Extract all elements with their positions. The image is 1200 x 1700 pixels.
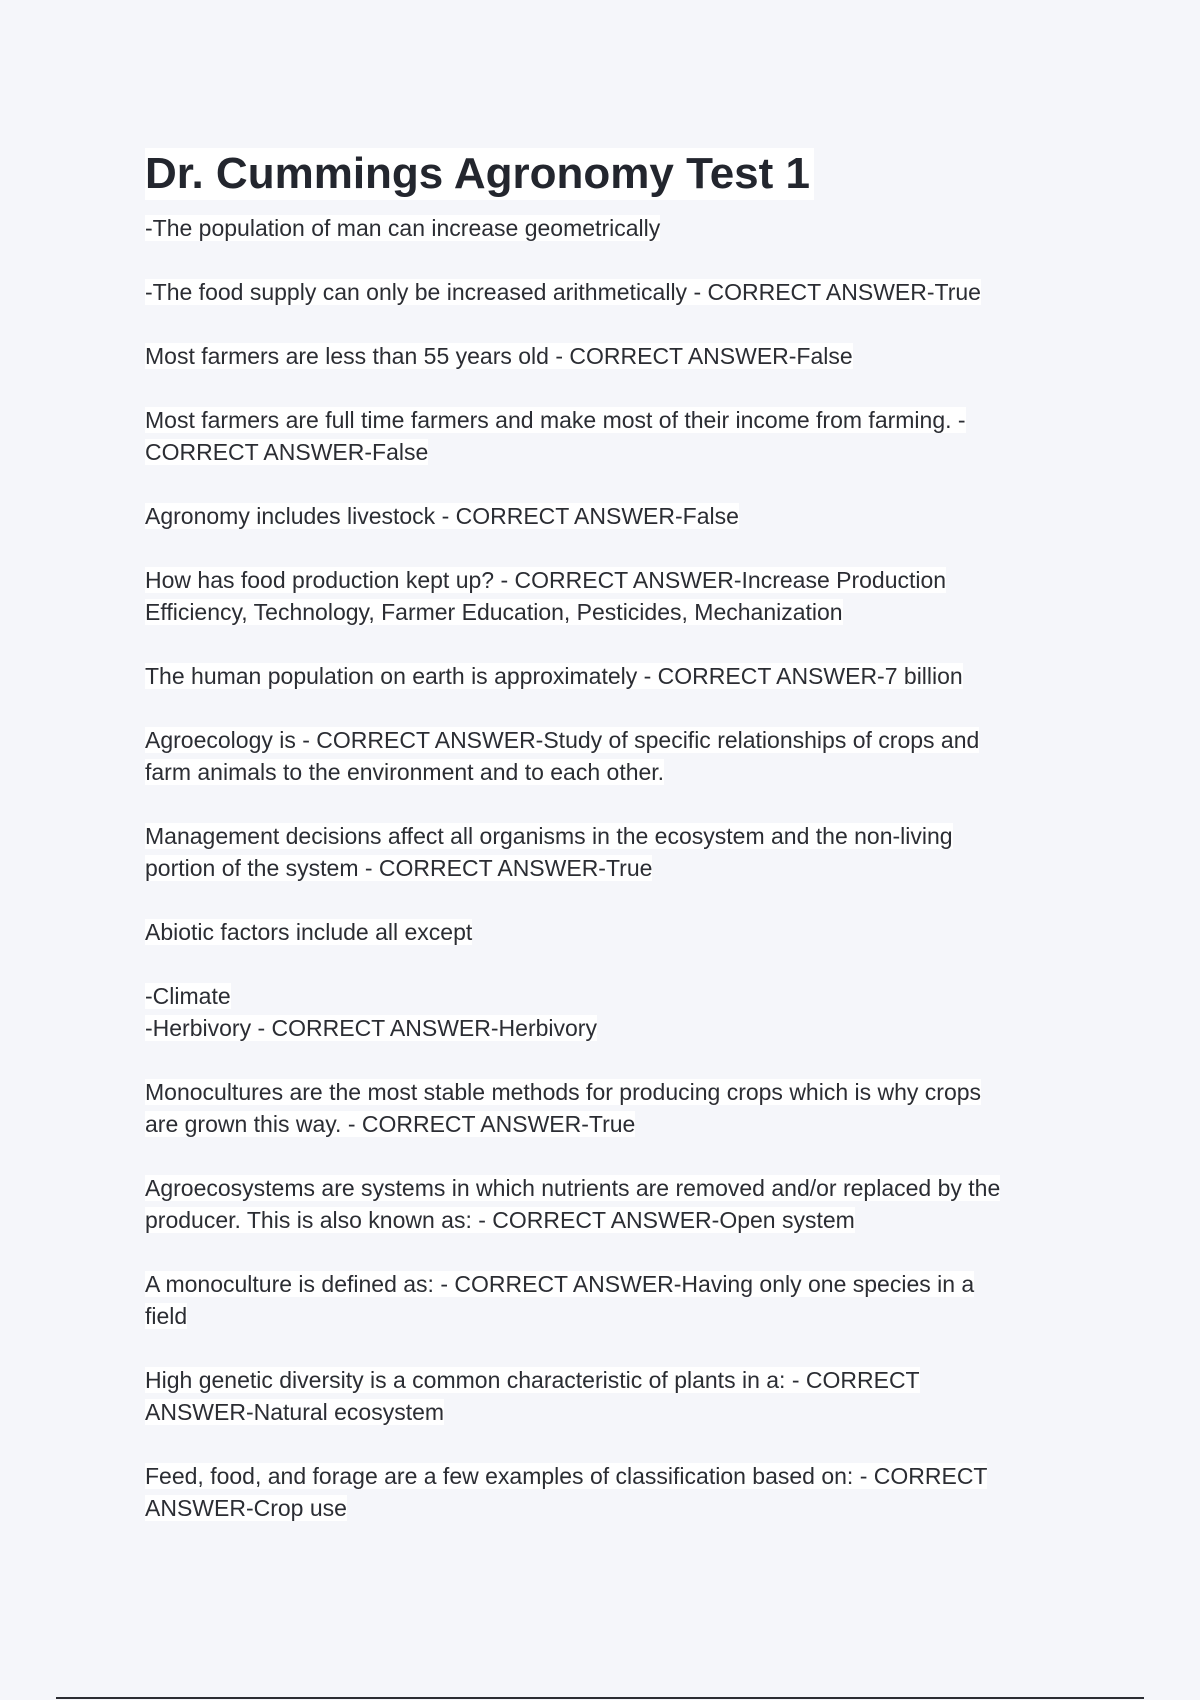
list-item	[145, 1172, 1075, 1236]
item-line: -The food supply can only be increased arithmetically - CORRECT ANSWER-True	[145, 279, 981, 305]
item-line: Agroecosystems are systems in which nutrients are removed and/or replaced by the	[145, 1175, 1001, 1201]
item-line: CORRECT ANSWER-False	[145, 439, 429, 465]
page-title: Dr. Cummings Agronomy Test 1	[145, 148, 814, 200]
list-item	[145, 1460, 1075, 1524]
page-bottom-rule	[56, 1697, 1144, 1699]
item-line: -The population of man can increase geometrically	[145, 215, 661, 241]
item-line: Management decisions affect all organisms in the ecosystem and the non-living	[145, 823, 953, 849]
list-item	[145, 1268, 1075, 1332]
list-item	[145, 212, 1075, 244]
list-item	[145, 724, 1075, 788]
item-line: are grown this way. - CORRECT ANSWER-True	[145, 1111, 636, 1137]
item-line: How has food production kept up? - CORRECT ANSWER-Increase Production	[145, 567, 947, 593]
list-item	[145, 276, 1075, 308]
item-line: ANSWER-Natural ecosystem	[145, 1399, 445, 1425]
list-item	[145, 980, 1075, 1044]
item-line: Efficiency, Technology, Farmer Education, Pesticides, Mechanization	[145, 599, 843, 625]
item-line: ANSWER-Crop use	[145, 1495, 347, 1521]
list-item	[145, 500, 1075, 532]
item-line: producer. This is also known as: - CORRECT ANSWER-Open system	[145, 1207, 855, 1233]
list-item	[145, 820, 1075, 884]
list-item	[145, 1076, 1075, 1140]
document-page	[145, 148, 1075, 1556]
item-line: Agroecology is - CORRECT ANSWER-Study of specific relationships of crops and	[145, 727, 980, 753]
item-line: -Climate	[145, 983, 231, 1009]
item-line: Agronomy includes livestock - CORRECT ANSWER-False	[145, 503, 739, 529]
list-item	[145, 340, 1075, 372]
question-list	[145, 212, 1075, 1524]
item-line: High genetic diversity is a common characteristic of plants in a: - CORRECT	[145, 1367, 920, 1393]
item-line: portion of the system - CORRECT ANSWER-True	[145, 855, 653, 881]
item-line: -Herbivory - CORRECT ANSWER-Herbivory	[145, 1015, 597, 1041]
item-line: farm animals to the environment and to each other.	[145, 759, 665, 785]
item-line: Most farmers are less than 55 years old - CORRECT ANSWER-False	[145, 343, 853, 369]
item-line: Abiotic factors include all except	[145, 919, 473, 945]
list-item	[145, 660, 1075, 692]
list-item	[145, 564, 1075, 628]
item-line: The human population on earth is approximately - CORRECT ANSWER-7 billion	[145, 663, 963, 689]
list-item	[145, 916, 1075, 948]
item-line: Most farmers are full time farmers and make most of their income from farming. -	[145, 407, 966, 433]
list-item	[145, 404, 1075, 468]
item-line: field	[145, 1303, 188, 1329]
item-line: Monocultures are the most stable methods for producing crops which is why crops	[145, 1079, 982, 1105]
item-line: A monoculture is defined as: - CORRECT ANSWER-Having only one species in a	[145, 1271, 975, 1297]
list-item	[145, 1364, 1075, 1428]
item-line: Feed, food, and forage are a few examples of classification based on: - CORRECT	[145, 1463, 988, 1489]
